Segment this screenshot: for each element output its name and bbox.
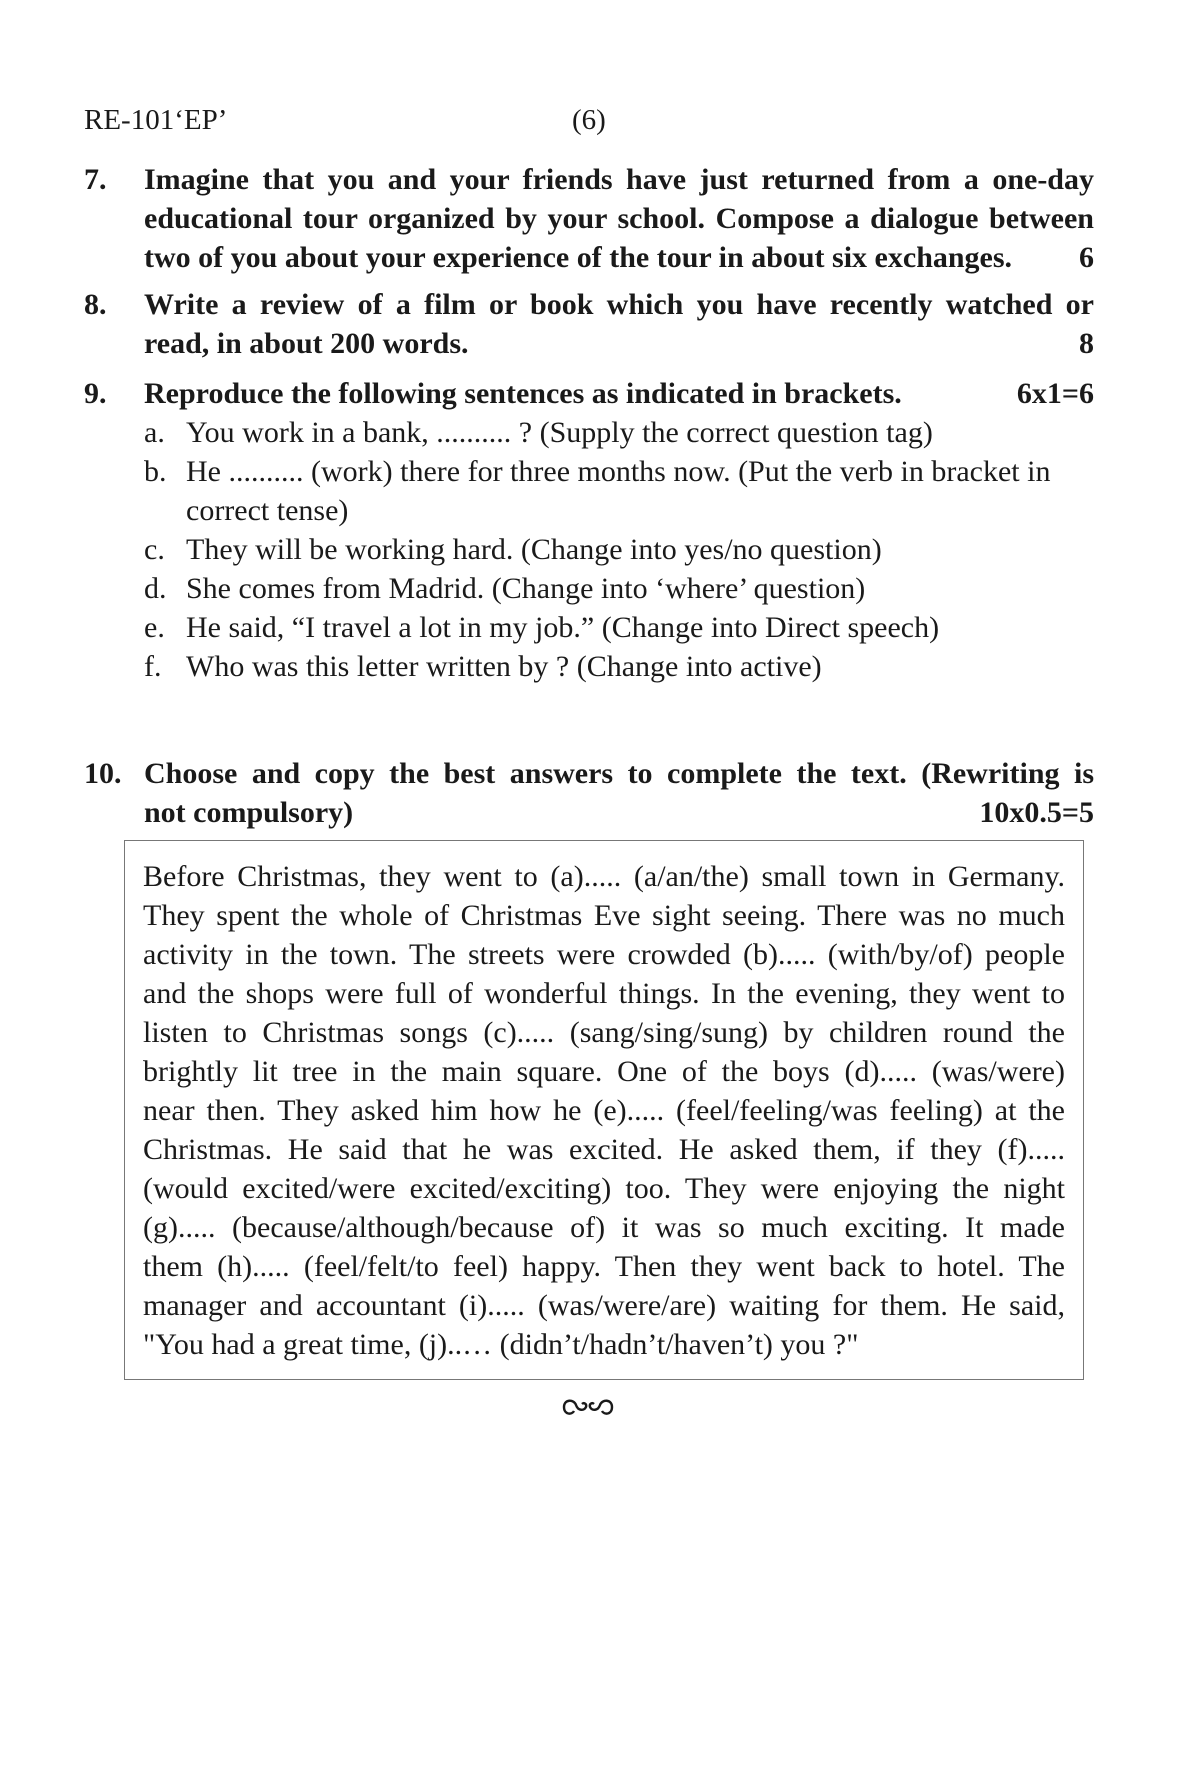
passage-line: (g)..... (because/although/because of) it was so much exciting. It made bbox=[143, 1211, 1065, 1244]
passage-line: brightly lit tree in the main square. One of the boys (d)..... (was/were) bbox=[143, 1055, 1065, 1088]
sub-question-label: d. bbox=[144, 572, 167, 605]
sub-question-label: c. bbox=[144, 533, 165, 566]
question-text: Write a review of a film or book which you have recently watched or 8 read, in about 200 words. bbox=[144, 285, 1094, 363]
sub-question bbox=[144, 608, 1094, 647]
sub-question-text: He said, “I travel a lot in my job.” (Change into Direct speech) bbox=[186, 611, 940, 644]
passage-line: (would excited/were excited/exciting) too. They were enjoying the night bbox=[143, 1172, 1065, 1205]
passage-line: activity in the town. The streets were crowded (b)..... (with/by/of) people bbox=[143, 938, 1065, 971]
passage-line: "You had a great time, (j)..… (didn’t/hadn’t/haven’t) you ?" bbox=[143, 1328, 859, 1361]
paper-code: RE-101‘EP’ bbox=[84, 104, 228, 136]
sub-question-text: You work in a bank, .......... ? (Supply the correct question tag) bbox=[186, 416, 933, 449]
question-number: 8. bbox=[84, 288, 107, 321]
sub-question-text: Who was this letter written by ? (Change into active) bbox=[186, 650, 822, 683]
question-text: Choose and copy the best answers to complete the text. (Rewriting is 10x0.5=5 not compulsory) bbox=[144, 754, 1094, 832]
question-number: 10. bbox=[84, 757, 122, 790]
sub-question-text: They will be working hard. (Change into yes/no question) bbox=[186, 533, 882, 566]
sub-question bbox=[144, 530, 1094, 569]
sub-question-label: f. bbox=[144, 650, 162, 683]
passage-line: manager and accountant (i)..... (was/were/are) waiting for them. He said, bbox=[143, 1289, 1065, 1322]
question-marks: 6 bbox=[1079, 241, 1094, 274]
passage-line: and the shops were full of wonderful things. In the evening, they went to bbox=[143, 977, 1065, 1010]
passage-line: Before Christmas, they went to (a)..... (a/an/the) small town in Germany. bbox=[143, 860, 1065, 893]
question-number: 7. bbox=[84, 163, 107, 196]
question-number: 9. bbox=[84, 377, 107, 410]
sub-question-label: e. bbox=[144, 611, 165, 644]
passage-line: near then. They asked him how he (e)..... (feel/feeling/was feeling) at the bbox=[143, 1094, 1065, 1127]
sub-question-text: She comes from Madrid. (Change into ‘where’ question) bbox=[186, 572, 866, 605]
sub-question-label: a. bbox=[144, 416, 165, 449]
sub-question bbox=[144, 569, 1094, 608]
question-text: 6x1=6 Reproduce the following sentences as indicated in brackets. bbox=[144, 374, 1094, 413]
cloze-passage-box bbox=[124, 840, 1084, 1380]
passage-line: them (h)..... (feel/felt/to feel) happy. Then they went back to hotel. The bbox=[143, 1250, 1065, 1283]
sub-question-list bbox=[144, 413, 1094, 686]
sub-question bbox=[144, 647, 1094, 686]
question-9 bbox=[84, 374, 1094, 686]
question-7 bbox=[84, 160, 1094, 277]
passage-line: Christmas. He said that he was excited. He asked them, if they (f)..... bbox=[143, 1133, 1065, 1166]
question-marks: 8 bbox=[1079, 327, 1094, 360]
question-text: Imagine that you and your friends have just returned from a one-day educational tour organized by your school. Compose a dialogue between 6 two of you about your experience of the tour in about six exchanges. bbox=[144, 160, 1094, 277]
question-8 bbox=[84, 285, 1094, 363]
sub-question bbox=[144, 413, 1094, 452]
question-marks: 10x0.5=5 bbox=[979, 796, 1094, 829]
passage-line: listen to Christmas songs (c)..... (sang/sing/sung) by children round the bbox=[143, 1016, 1065, 1049]
sub-question bbox=[144, 452, 1094, 530]
page-number: (6) bbox=[572, 104, 606, 136]
sub-question-label: b. bbox=[144, 455, 167, 488]
question-marks: 6x1=6 bbox=[1016, 377, 1094, 410]
question-10 bbox=[84, 754, 1094, 832]
passage-line: They spent the whole of Christmas Eve sight seeing. There was no much bbox=[143, 899, 1065, 932]
end-ornament-icon bbox=[560, 1395, 616, 1419]
sub-question-text: He .......... (work) there for three months now. (Put the verb in bracket in correct tense) bbox=[186, 455, 1051, 527]
